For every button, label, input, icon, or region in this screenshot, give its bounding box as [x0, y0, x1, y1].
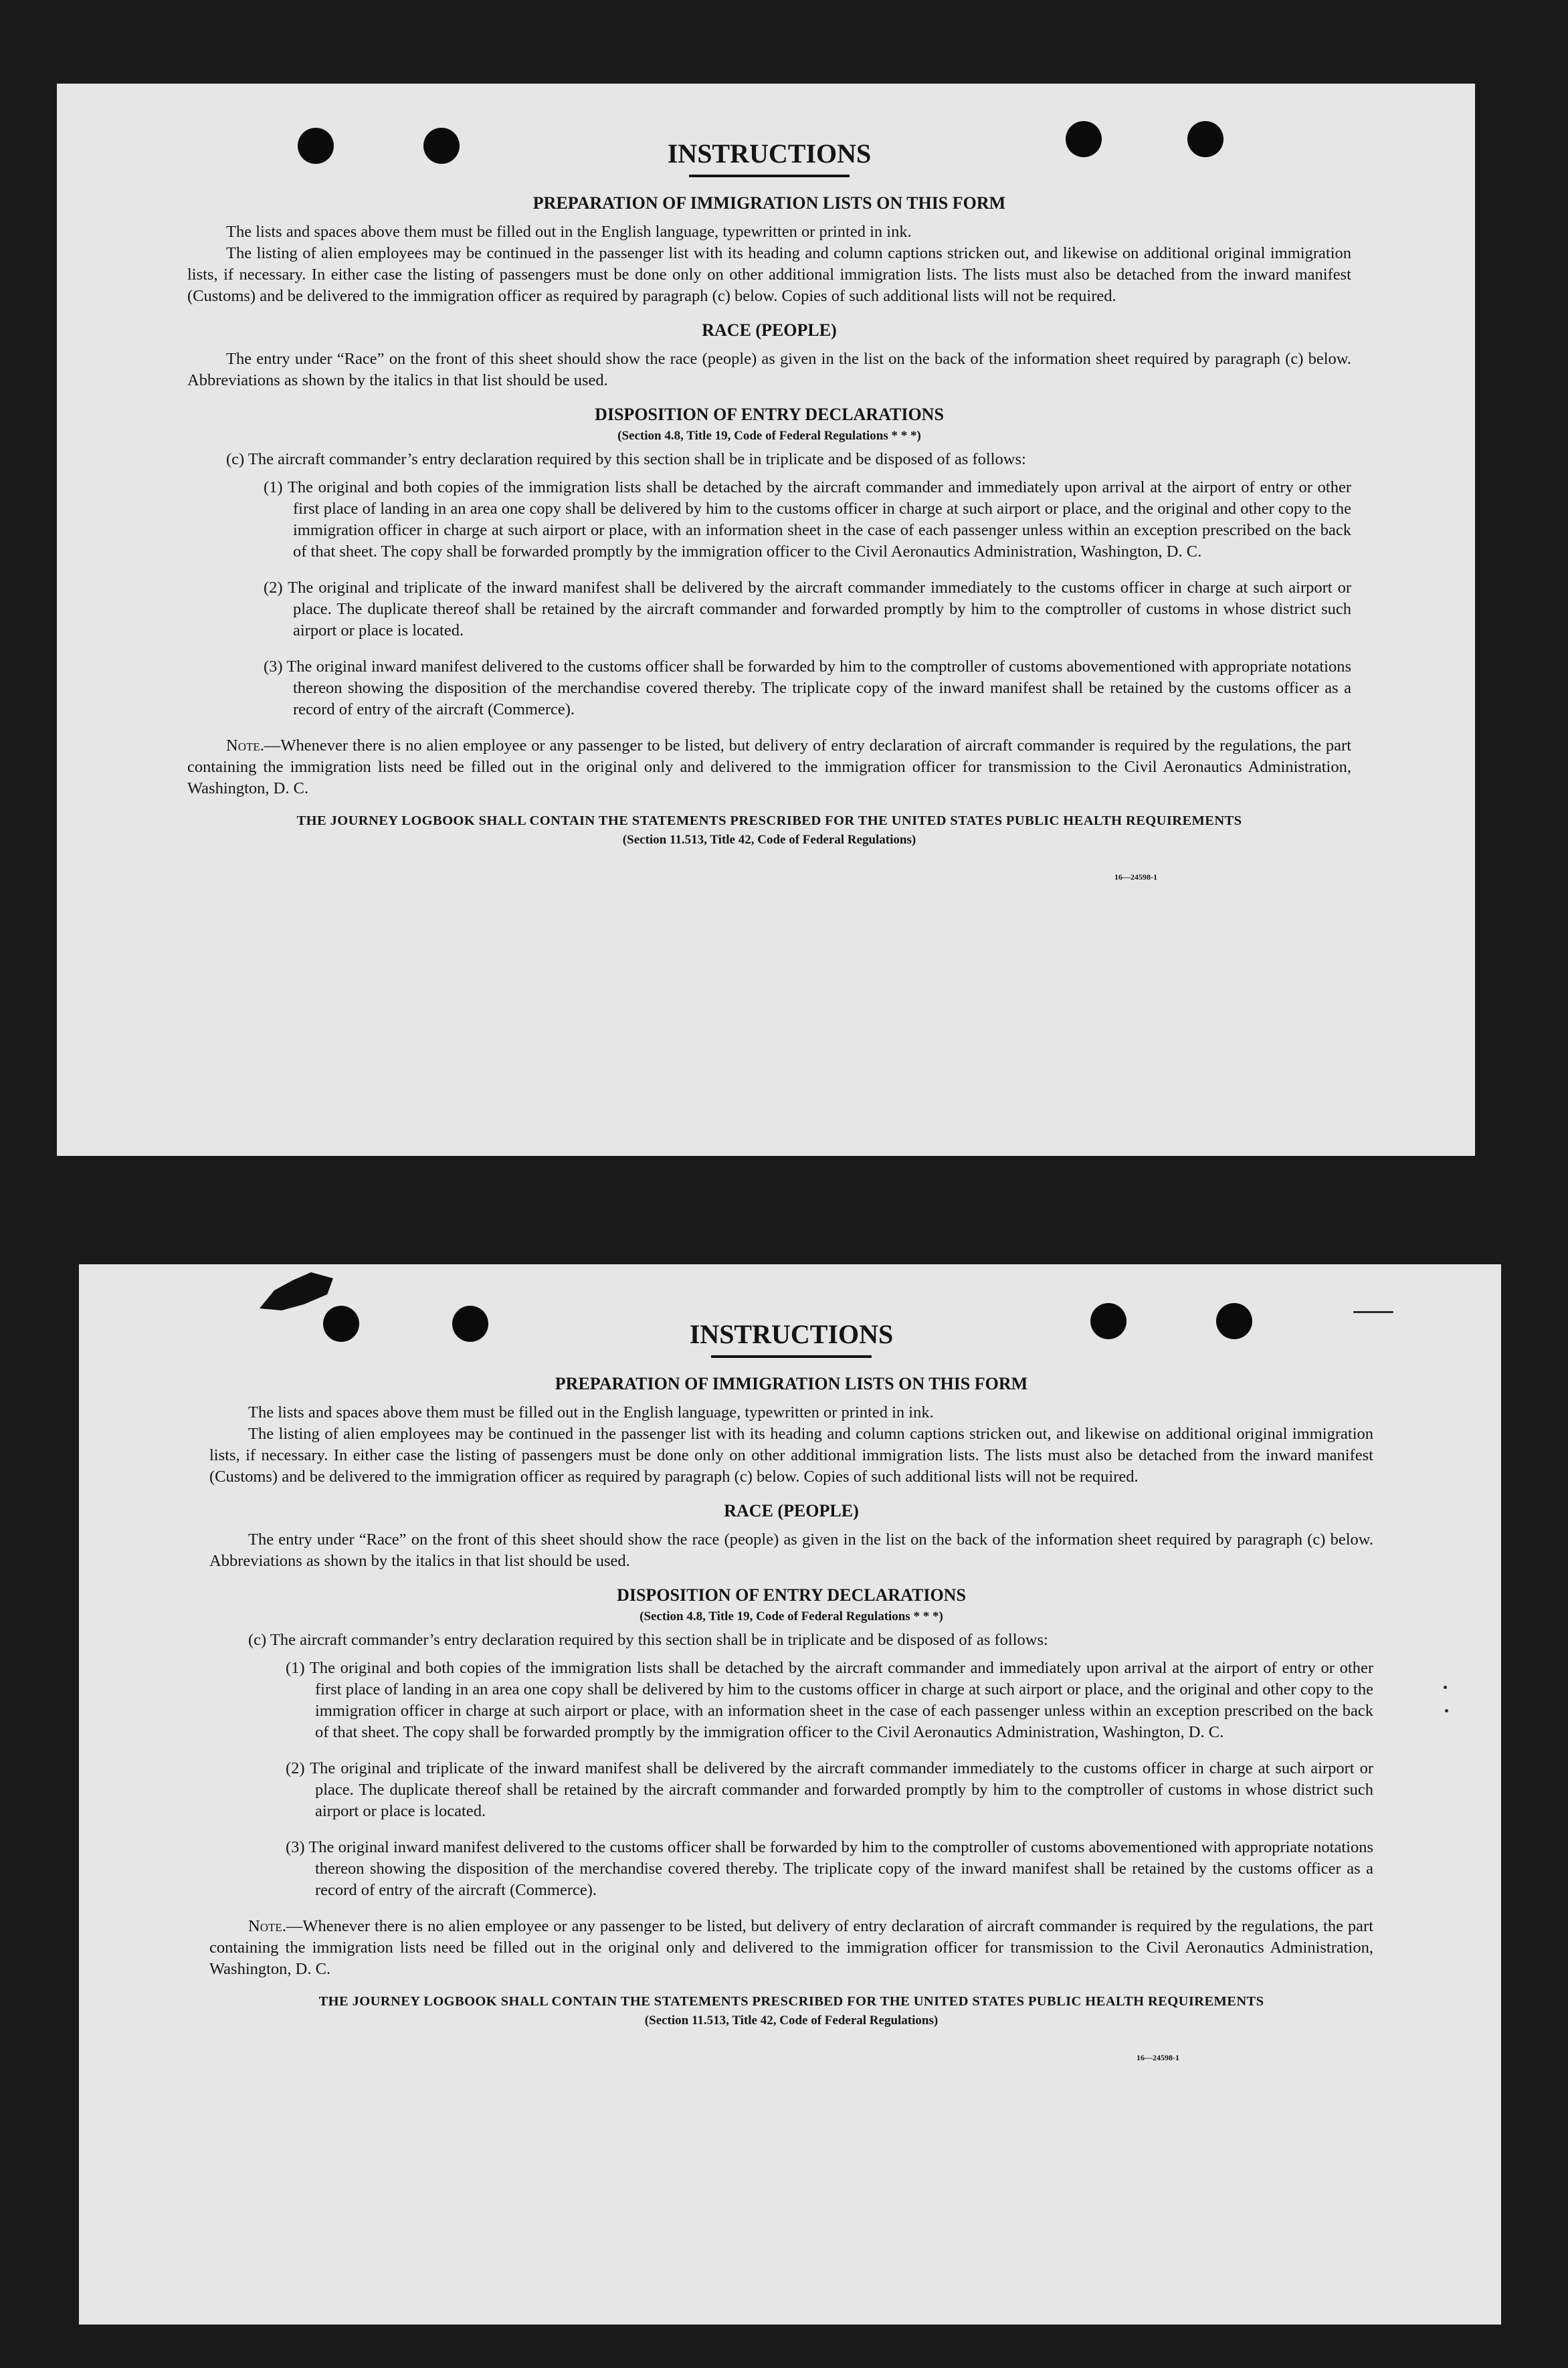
clause-c: (c) The aircraft commander’s entry declaration required by this section shall be in triplicate and be disposed of as follows: [226, 450, 1026, 468]
note-paragraph [187, 735, 1351, 799]
instruction-sheet-bottom [79, 1264, 1501, 2325]
list-item-2: (2) The original and triplicate of the inward manifest shall be delivered by the aircraft commander immediately to the customs officer in charge at such airport or place. The duplicate thereof shall be retained by the aircraft commander and forwarded promptly by him to the comptroller of customs in whose district such airport or place is located. [264, 579, 1351, 639]
dust-speck [1444, 1686, 1447, 1689]
list-item-2: (2) The original and triplicate of the inward manifest shall be delivered by the aircraft commander immediately to the customs officer in charge at such airport or place. The duplicate thereof shall be retained by the aircraft commander and forwarded promptly by him to the comptroller of customs in whose district such airport or place is located. [286, 1759, 1373, 1820]
dust-speck [1353, 1311, 1393, 1313]
instruction-sheet-top [57, 84, 1475, 1156]
paragraph-alien-employees: The listing of alien employees may be continued in the passenger list with its heading and column captions stricken out, and likewise on additional original immigration lists, if necessary. In either case the listing of passengers must be done only on other additional immigration lists. The lists must also be detached from the inward manifest (Customs) and be delivered to the immigration officer as required by paragraph (c) below. Copies of such additional lists will not be required. [209, 1425, 1373, 1486]
section-heading-preparation: PREPARATION OF IMMIGRATION LISTS ON THIS FORM [555, 1374, 1028, 1393]
ink-blot [260, 1272, 333, 1312]
page-title: INSTRUCTIONS [667, 138, 872, 169]
page-title: INSTRUCTIONS [689, 1319, 894, 1349]
instructions-text [187, 137, 1351, 888]
paragraph-alien-employees: The listing of alien employees may be continued in the passenger list with its heading and column captions stricken out, and likewise on additional original immigration lists, if necessary. In either case the listing of passengers must be done only on other additional immigration lists. The lists must also be detached from the inward manifest (Customs) and be delivered to the immigration officer as required by paragraph (c) below. Copies of such additional lists will not be required. [187, 244, 1351, 305]
section-heading-preparation: PREPARATION OF IMMIGRATION LISTS ON THIS FORM [532, 193, 1006, 213]
list-item-1: (1) The original and both copies of the immigration lists shall be detached by the aircraft commander and immediately upon arrival at the airport of entry or other first place of landing in an area one copy shall be delivered by him to the customs officer in charge at such airport or place, and the original and other copy to the immigration officer in charge at such airport or place, with an information sheet in the case of each passenger unless within an exception prescribed on the back of that sheet. The copy shall be forwarded promptly by the immigration officer to the Civil Aeronautics Administration, Washington, D. C. [264, 478, 1351, 561]
note-text: —Whenever there is no alien employee or any passenger to be listed, but delivery of entry declaration of aircraft commander is required by the regulations, the part containing the immigration lists need be filled out in the original only and delivered to the immigration officer for transmission to the Civil Aeronautics Administration, Washington, D. C. [187, 736, 1351, 797]
clause-c: (c) The aircraft commander’s entry declaration required by this section shall be in triplicate and be disposed of as follows: [248, 1631, 1048, 1649]
form-number: 16—24598-1 [1137, 2053, 1179, 2062]
note-label: Note. [226, 736, 264, 755]
paragraph-race: The entry under “Race” on the front of this sheet should show the race (people) as given in the list on the back of the information sheet required by paragraph (c) below. Abbreviations as shown by the italics in that list should be used. [209, 1531, 1373, 1570]
section-heading-disposition: DISPOSITION OF ENTRY DECLARATIONS [595, 405, 944, 424]
section-heading-race: RACE (PEOPLE) [702, 320, 837, 340]
note-label: Note. [248, 1917, 286, 1935]
dust-speck [1445, 1709, 1448, 1712]
journey-logbook-statement: THE JOURNEY LOGBOOK SHALL CONTAIN THE STATEMENTS PRESCRIBED FOR THE UNITED STATES PUBLIC HEALTH REQUIREMENTS [318, 1994, 1264, 2009]
paragraph-race: The entry under “Race” on the front of this sheet should show the race (people) as given in the list on the back of the information sheet required by paragraph (c) below. Abbreviations as shown by the italics in that list should be used. [187, 350, 1351, 389]
section-citation: (Section 4.8, Title 19, Code of Federal Regulations * * *) [617, 429, 921, 443]
note-paragraph [209, 1916, 1373, 1980]
section-citation: (Section 4.8, Title 19, Code of Federal Regulations * * *) [640, 1609, 943, 1623]
journey-citation: (Section 11.513, Title 42, Code of Federal Regulations) [644, 2013, 939, 2028]
list-item-3: (3) The original inward manifest delivered to the customs officer shall be forwarded by him to the comptroller of customs abovementioned with appropriate notations thereon showing the disposition of the merchandise covered thereby. The triplicate copy of the inward manifest shall be retained by the customs officer as a record of entry of the aircraft (Commerce). [264, 658, 1351, 718]
note-text: —Whenever there is no alien employee or any passenger to be listed, but delivery of entry declaration of aircraft commander is required by the regulations, the part containing the immigration lists need be filled out in the original only and delivered to the immigration officer for transmission to the Civil Aeronautics Administration, Washington, D. C. [209, 1917, 1373, 1978]
form-number: 16—24598-1 [1114, 872, 1157, 882]
paragraph-language: The lists and spaces above them must be filled out in the English language, typewritten or printed in ink. [226, 223, 912, 241]
journey-citation: (Section 11.513, Title 42, Code of Federal Regulations) [622, 833, 916, 847]
journey-logbook-statement: THE JOURNEY LOGBOOK SHALL CONTAIN THE STATEMENTS PRESCRIBED FOR THE UNITED STATES PUBLIC HEALTH REQUIREMENTS [296, 813, 1242, 828]
list-item-1: (1) The original and both copies of the immigration lists shall be detached by the aircraft commander and immediately upon arrival at the airport of entry or other first place of landing in an area one copy shall be delivered by him to the customs officer in charge at such airport or place, and the original and other copy to the immigration officer in charge at such airport or place, with an information sheet in the case of each passenger unless within an exception prescribed on the back of that sheet. The copy shall be forwarded promptly by the immigration officer to the Civil Aeronautics Administration, Washington, D. C. [286, 1659, 1373, 1741]
list-item-3: (3) The original inward manifest delivered to the customs officer shall be forwarded by him to the comptroller of customs abovementioned with appropriate notations thereon showing the disposition of the merchandise covered thereby. The triplicate copy of the inward manifest shall be retained by the customs officer as a record of entry of the aircraft (Commerce). [286, 1838, 1373, 1899]
instructions-text [209, 1318, 1373, 2068]
section-heading-race: RACE (PEOPLE) [724, 1501, 859, 1520]
title-rule [689, 175, 850, 177]
section-heading-disposition: DISPOSITION OF ENTRY DECLARATIONS [617, 1585, 966, 1605]
paragraph-language: The lists and spaces above them must be filled out in the English language, typewritten or printed in ink. [248, 1403, 934, 1421]
title-rule [711, 1355, 872, 1358]
